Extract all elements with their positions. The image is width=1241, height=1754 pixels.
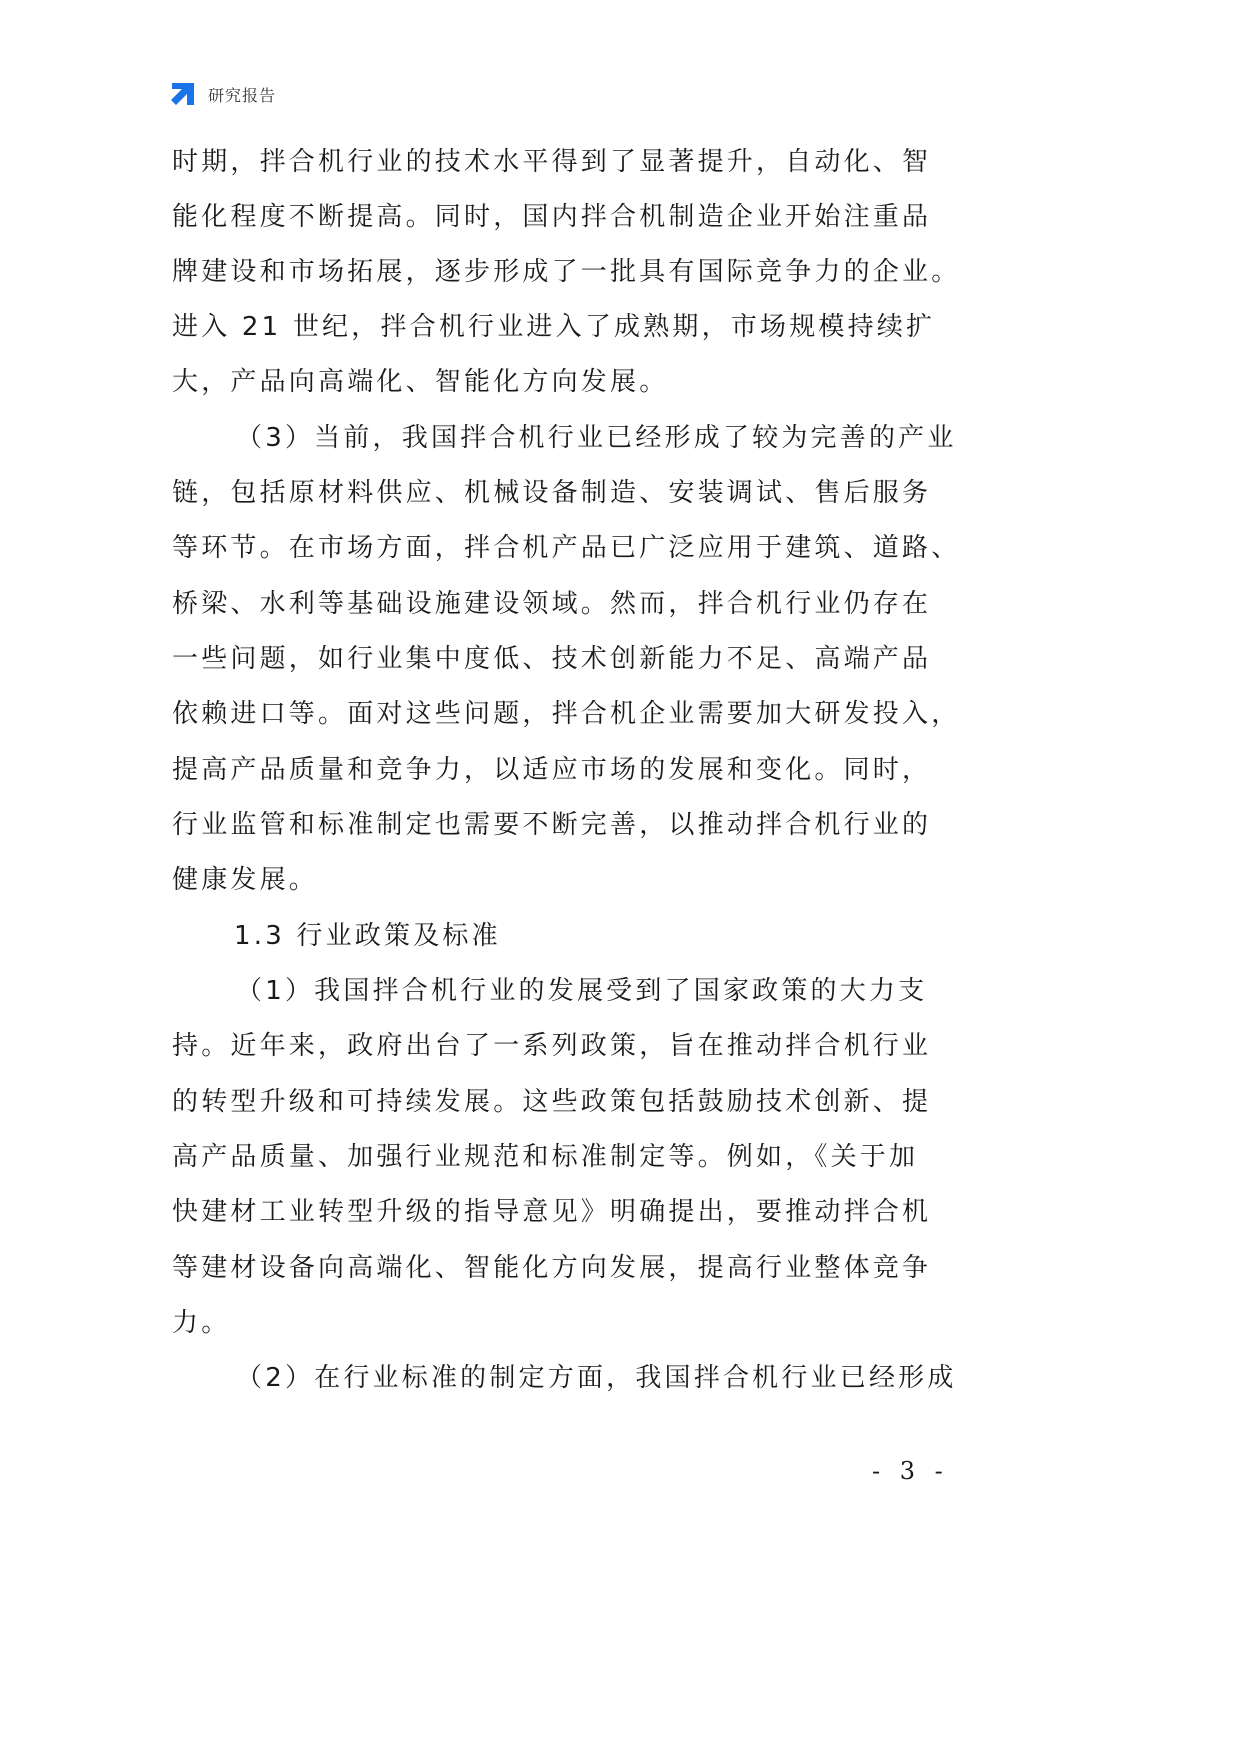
body-line: 大，产品向高端化、智能化方向发展。 (172, 367, 669, 397)
body-line: 健康发展。 (172, 865, 319, 895)
body-line: 等建材设备向高端化、智能化方向发展，提高行业整体竞争 (172, 1253, 932, 1283)
arrow-logo-icon (168, 79, 198, 109)
body-line: 等环节。在市场方面，拌合机产品已广泛应用于建筑、道路、 (172, 533, 961, 563)
body-line: 进入 21 世纪，拌合机行业进入了成熟期，市场规模持续扩 (172, 312, 936, 342)
body-line: 快建材工业转型升级的指导意见》明确提出，要推动拌合机 (172, 1197, 932, 1227)
paragraph-start-line: （1）我国拌合机行业的发展受到了国家政策的大力支 (236, 976, 928, 1006)
body-line: 牌建设和市场拓展，逐步形成了一批具有国际竞争力的企业。 (172, 257, 961, 287)
body-line: 的转型升级和可持续发展。这些政策包括鼓励技术创新、提 (172, 1087, 932, 1117)
body-line: 桥梁、水利等基础设施建设领域。然而，拌合机行业仍存在 (172, 589, 932, 619)
body-line: 提高产品质量和竞争力，以适应市场的发展和变化。同时， (172, 755, 932, 785)
body-line: 一些问题，如行业集中度低、技术创新能力不足、高端产品 (172, 644, 932, 674)
body-line: 依赖进口等。面对这些问题，拌合机企业需要加大研发投入， (172, 699, 961, 729)
report-header (168, 78, 276, 110)
body-line: 时期，拌合机行业的技术水平得到了显著提升，自动化、智 (172, 147, 932, 177)
body-line: 持。近年来，政府出台了一系列政策，旨在推动拌合机行业 (172, 1031, 932, 1061)
paragraph-start-line: （3）当前，我国拌合机行业已经形成了较为完善的产业 (236, 423, 957, 453)
body-line: 力。 (172, 1308, 231, 1338)
body-line: 链，包括原材料供应、机械设备制造、安装调试、售后服务 (172, 478, 932, 508)
section-heading: 1.3 行业政策及标准 (234, 921, 501, 951)
body-line: 行业监管和标准制定也需要不断完善，以推动拌合机行业的 (172, 810, 932, 840)
body-line: 能化程度不断提高。同时，国内拌合机制造企业开始注重品 (172, 202, 932, 232)
header-title: 研究报告 (208, 85, 277, 105)
paragraph-start-line: （2）在行业标准的制定方面，我国拌合机行业已经形成 (236, 1363, 957, 1393)
page-number: - 3 - (872, 1457, 949, 1485)
body-line: 高产品质量、加强行业规范和标准制定等。例如，《关于加 (172, 1142, 919, 1172)
